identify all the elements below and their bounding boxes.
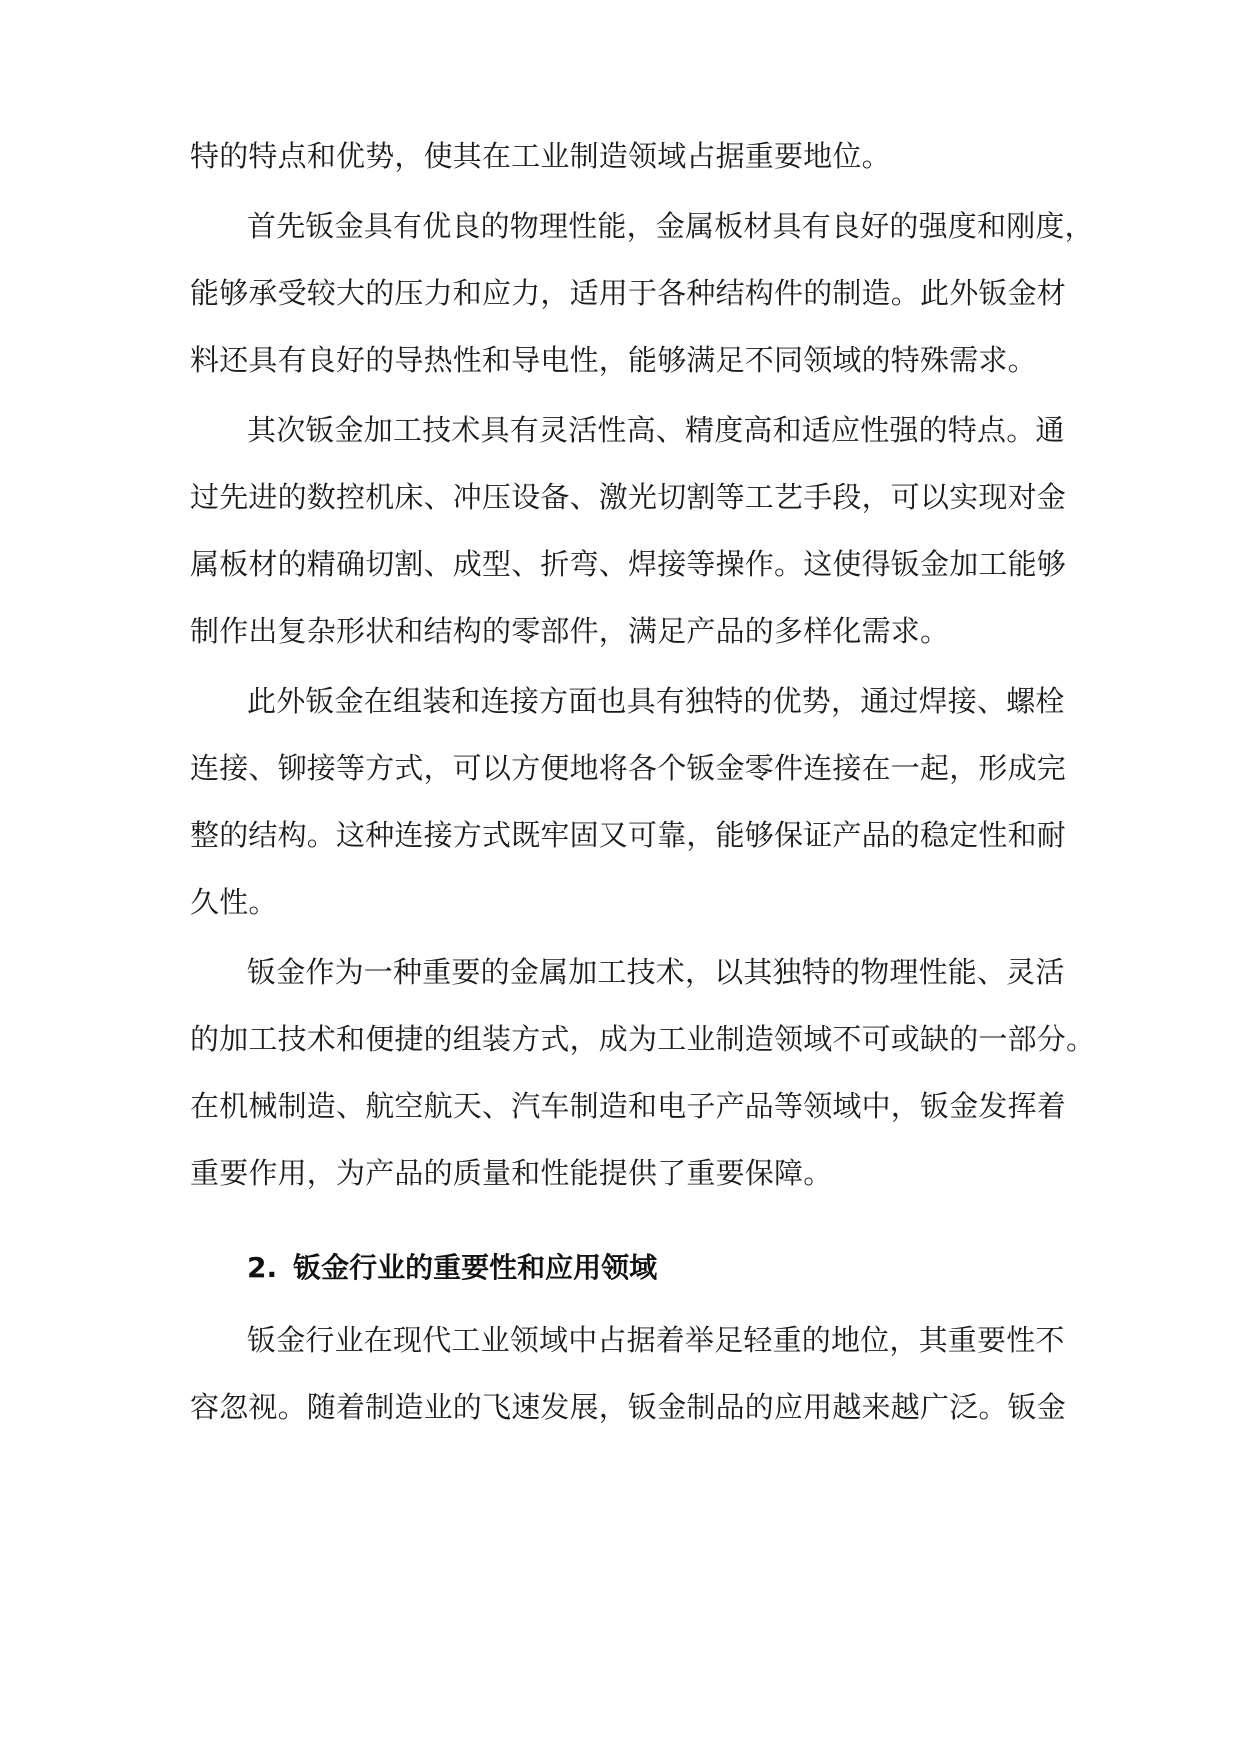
- paragraph-line: 首先钣金具有优良的物理性能，金属板材具有良好的强度和刚度，: [247, 209, 1094, 243]
- paragraph-line: 特的特点和优势，使其在工业制造领域占据重要地位。: [190, 139, 891, 173]
- paragraph-line: 过先进的数控机床、冲压设备、激光切割等工艺手段，可以实现对金: [190, 480, 1067, 514]
- section-title: 钣金行业的重要性和应用领域: [293, 1251, 658, 1284]
- paragraph-line: 连接、铆接等方式，可以方便地将各个钣金零件连接在一起，形成完: [190, 751, 1067, 785]
- paragraph-line: 久性。: [190, 885, 278, 919]
- paragraph-line: 在机械制造、航空航天、汽车制造和电子产品等领域中，钣金发挥着: [190, 1089, 1067, 1123]
- paragraph-line: 钣金作为一种重要的金属加工技术，以其独特的物理性能、灵活: [247, 955, 1065, 989]
- paragraph-line: 重要作用，为产品的质量和性能提供了重要保障。: [190, 1156, 833, 1190]
- paragraph-line: 能够承受较大的压力和应力，适用于各种结构件的制造。此外钣金材: [190, 276, 1067, 310]
- paragraph-line: 此外钣金在组装和连接方面也具有独特的优势，通过焊接、螺栓: [247, 684, 1065, 718]
- paragraph-line: 其次钣金加工技术具有灵活性高、精度高和适应性强的特点。通: [247, 413, 1065, 447]
- paragraph-line: 的加工技术和便捷的组装方式，成为工业制造领域不可或缺的一部分。: [190, 1022, 1096, 1056]
- paragraph-line: 制作出复杂形状和结构的零部件，满足产品的多样化需求。: [190, 614, 950, 648]
- paragraph-line: 属板材的精确切割、成型、折弯、焊接等操作。这使得钣金加工能够: [190, 547, 1067, 581]
- paragraph-line: 钣金行业在现代工业领域中占据着举足轻重的地位，其重要性不: [247, 1323, 1065, 1357]
- paragraph-line: 容忽视。随着制造业的飞速发展，钣金制品的应用越来越广泛。钣金: [190, 1390, 1067, 1424]
- paragraph-line: 整的结构。这种连接方式既牢固又可靠，能够保证产品的稳定性和耐: [190, 818, 1067, 852]
- paragraph-line: 料还具有良好的导热性和导电性，能够满足不同领域的特殊需求。: [190, 343, 1037, 377]
- section-heading: [247, 1248, 657, 1288]
- section-number: 2.: [247, 1251, 278, 1284]
